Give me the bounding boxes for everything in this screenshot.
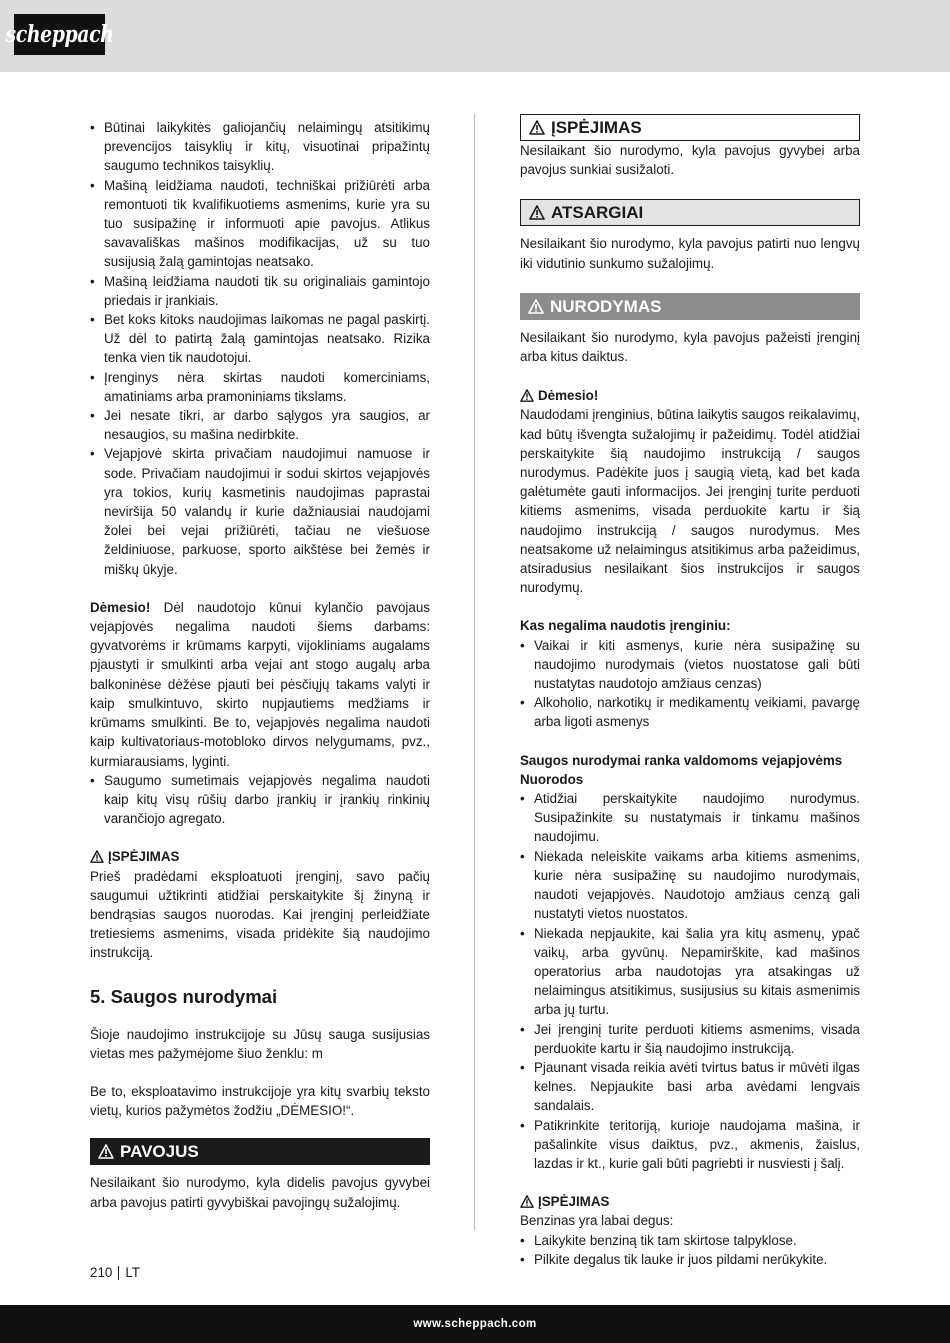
danger-header: [90, 1138, 430, 1165]
list-item: • Niekada neleiskite vaikams arba kitiems asmenims, kurie nėra susipažinę su naudojimo nurodymais, naudoti vejapjovės. Naudotojo amžiaus cenzą gali nustatyti vietos nuostatos.: [520, 847, 860, 924]
list-item: • Saugumo sumetimais vejapjovės negalima naudoti kaip kitų visų rūšių darbo įrankių ir įrankių rinkinių varančiojo agregato.: [90, 771, 430, 829]
fuel-warning-heading: [520, 1192, 860, 1211]
warning-title: ĮSPĖJIMAS: [551, 117, 642, 137]
list-item: • Vaikai ir kiti asmenys, kurie nėra susipažinę su naudojimo nurodymais (vietos nuostatose gali būti nustatytas naudotojo amžiaus cenzas): [520, 636, 860, 694]
list-item: • Pjaunant visada reikia avėti tvirtus batus ir mūvėti ilgas kelnes. Nepjaukite basi arba avėdami lengvais sandalais.: [520, 1058, 860, 1116]
warning-title: ĮSPĖJIMAS: [108, 849, 180, 865]
footer-bar: [0, 1305, 950, 1343]
danger-text: Nesilaikant šio nurodymo, kyla didelis pavojus gyvybei arba pavojus patirti gyvybiškai pavojingų sužalojimų.: [90, 1175, 430, 1210]
list-item: • Jei nesate tikri, ar darbo sąlygos yra saugios, ar nesaugios, su mašina nedirbkite.: [90, 406, 430, 444]
hand-list: [520, 789, 860, 1173]
section-paragraph: Be to, eksploatavimo instrukcijoje yra kitų svarbių teksto vietų, kurios pažymėtos žodžiu „DĖMESIO!“.: [90, 1083, 430, 1119]
notice-header: [520, 293, 860, 320]
warning-heading: [90, 847, 430, 866]
warning-triangle-icon: [90, 850, 104, 863]
warning-text: Nesilaikant šio nurodymo, kyla pavojus gyvybei arba pavojus sunkiai susižaloti.: [520, 143, 860, 178]
warning-text: Prieš pradėdami eksploatuoti įrenginį, savo pačių saugumui užtikrinti atidžiai perskaitykite šį žinyną ir bendrąsias saugos nuorodas. Kai įrenginį perleidžiate tretiesiems asmenims, visada pridėkite šią naudojimo instrukciją.: [90, 868, 430, 961]
list-item: • Atidžiai perskaitykite naudojimo nurodymus. Susipažinkite su nustatymais ir tinkamu mašinos naudojimu.: [520, 789, 860, 847]
caution-header: [520, 199, 860, 226]
fuel-warning-title: ĮSPĖJIMAS: [538, 1194, 610, 1210]
warning-triangle-icon: [528, 299, 544, 314]
who-title: Kas negalima naudotis įrenginiu:: [520, 618, 731, 634]
list-item: • Jei įrenginį turite perduoti kitiems asmenims, visada perduokite kartu ir šią naudojimo instrukciją.: [520, 1020, 860, 1058]
column-divider: [474, 114, 475, 1230]
list-item: • Vejapjovė skirta privačiam naudojimui namuose ir sode. Privačiam naudojimui ir sodui skirtos vejapjovės yra tokios, kurių kasmetinis naudojimas paprastai neviršija 50 valandų ir kurie dažniausiai naudojami žolei bei vejai prižiūrėti, tačiau ne viešuose želdiniuose, parkuose, sporto aikštėse bei žemės ir miškų ūkyje.: [90, 444, 430, 578]
attention-label: Dėmesio!: [90, 599, 151, 615]
warning-header: [520, 114, 860, 141]
list-item: • Būtinai laikykitės galiojančių nelaimingų atsitikimų prevencijos taisyklių ir kitų, visuotinai pripažintų saugumo technikos taisyklių.: [90, 118, 430, 176]
attention-text: Naudodami įrenginius, būtina laikytis saugos reikalavimų, kad būtų išvengta sužalojimų ir pažeidimų. Todėl atidžiai perskaitykite šią naudojimo instrukciją / saugos nurodymus. Padėkite juos į saugią vietą, kad bet kada galėtumėte gauti informacijos. Jei įrenginį turite perduoti kitiems asmenims, visada perduokite kartu ir šią naudojimo instrukciją / saugos nurodymus. Mes neatsakome už nelaimingus atsitikimus arba pažeidimus, atsiradusius nesilaikant šios instrukcijos ir saugos nurodymų.: [520, 407, 860, 596]
page-footer: [90, 1265, 140, 1280]
right-column: [520, 114, 860, 1269]
caution-text: Nesilaikant šio nurodymo, kyla pavojus patirti nuo lengvų iki vidutinio sunkumo sužalojimų.: [520, 236, 860, 271]
usage-rules-list: [90, 118, 430, 579]
list-item: • Mašiną leidžiama naudoti tik su originaliais gamintojo priedais ir įrankiais.: [90, 272, 430, 310]
list-item: • Įrenginys nėra skirtas naudoti komerciniams, amatiniams arba pramoniniams tikslams.: [90, 368, 430, 406]
hand-title: Saugos nurodymai ranka valdomoms vejapjovėms: [520, 752, 843, 768]
fuel-intro: Benzinas yra labai degus:: [520, 1213, 674, 1229]
section-paragraph: Šioje naudojimo instrukcijoje su Jūsų sauga susijusias vietas mes pažymėjome šiuo ženklu: m: [90, 1026, 430, 1061]
list-item: • Niekada nepjaukite, kai šalia yra kitų asmenų, ypač vaikų, arba gyvūnų. Nepamirškite, kad mašinos operatorius arba naudotojas yra atsakingas už nelaimingus atsitikimus, susijusius su kitais asmenimis arba jų turtu.: [520, 924, 860, 1020]
hand-subtitle: Nuorodos: [520, 771, 584, 787]
attention-title: Dėmesio!: [538, 388, 599, 404]
fuel-list: [520, 1231, 860, 1269]
notice-text: Nesilaikant šio nurodymo, kyla pavojus pažeisti įrenginį arba kitus daiktus.: [520, 329, 860, 365]
brand-logo: scheppach: [14, 14, 105, 55]
attention-text: Dėl naudotojo kūnui kylančio pavojaus vejapjovės negalima naudoti šiems darbams: gyvatvorėms ir krūmams karpyti, vijokliniams augalams pjaustyti ir smulkinti arba vejai ant stogo augalų arba balkoninėse dėžėse pjauti bei pėsčiųjų takams valyti ir kaip smulkintuvo, skirto nupjautiems medžiams ir krūmams smulkinti. Be to, vejapjovės negalima naudoti kaip kultivatoriaus-motobloko dirvos nelygumams, pvz., kurmiarausiams, lyginti.: [90, 599, 430, 769]
list-item: • Alkoholio, narkotikų ir medikamentų veikiami, pavargę arba ligoti asmenys: [520, 693, 860, 731]
list-item: • Patikrinkite teritoriją, kurioje naudojama mašina, ir pašalinkite visus daiktus, pvz., akmenis, žaislus, lazdas ir kt., kurie gali būti pagriebti ir nusviesti į šalį.: [520, 1116, 860, 1174]
warning-triangle-icon: [529, 120, 545, 135]
warning-triangle-icon: [98, 1144, 114, 1159]
list-item: • Mašiną leidžiama naudoti, techniškai prižiūrėti arba remontuoti tik kvalifikuotiems asmenims, kurie yra su tuo susipažinę ir informuoti apie pavojus. Atlikus savavališkas mašinos modifikacijas, už su tuo susijusią žalą gamintojas neatsako.: [90, 176, 430, 272]
language-code: LT: [125, 1265, 140, 1280]
caution-title: ATSARGIAI: [551, 203, 644, 223]
attention-paragraph: [90, 598, 430, 771]
list-item: • Pilkite degalus tik lauke ir juos pildami nerūkykite.: [520, 1250, 860, 1269]
warning-triangle-icon: [520, 1195, 534, 1208]
warning-triangle-icon: [520, 389, 534, 402]
agregate-list: [90, 771, 430, 829]
list-item: • Laikykite benziną tik tam skirtose talpyklose.: [520, 1231, 860, 1250]
page-number: 210: [90, 1265, 113, 1280]
section-title: 5. Saugos nurodymai: [90, 985, 278, 1007]
who-list: [520, 636, 860, 732]
list-item: • Bet koks kitoks naudojimas laikomas ne pagal paskirtį. Už dėl to patirtą žalą gamintojas neatsako. Rizika tenka vien tik naudotojui.: [90, 310, 430, 368]
warning-triangle-icon: [529, 205, 545, 220]
notice-title: NURODYMAS: [550, 296, 662, 316]
danger-title: PAVOJUS: [120, 1142, 199, 1162]
footer-separator: [118, 1266, 119, 1280]
header-bar: [0, 0, 950, 72]
attention-heading: [520, 386, 860, 405]
left-column: [90, 118, 430, 1212]
website-link[interactable]: www.scheppach.com: [413, 1318, 537, 1330]
